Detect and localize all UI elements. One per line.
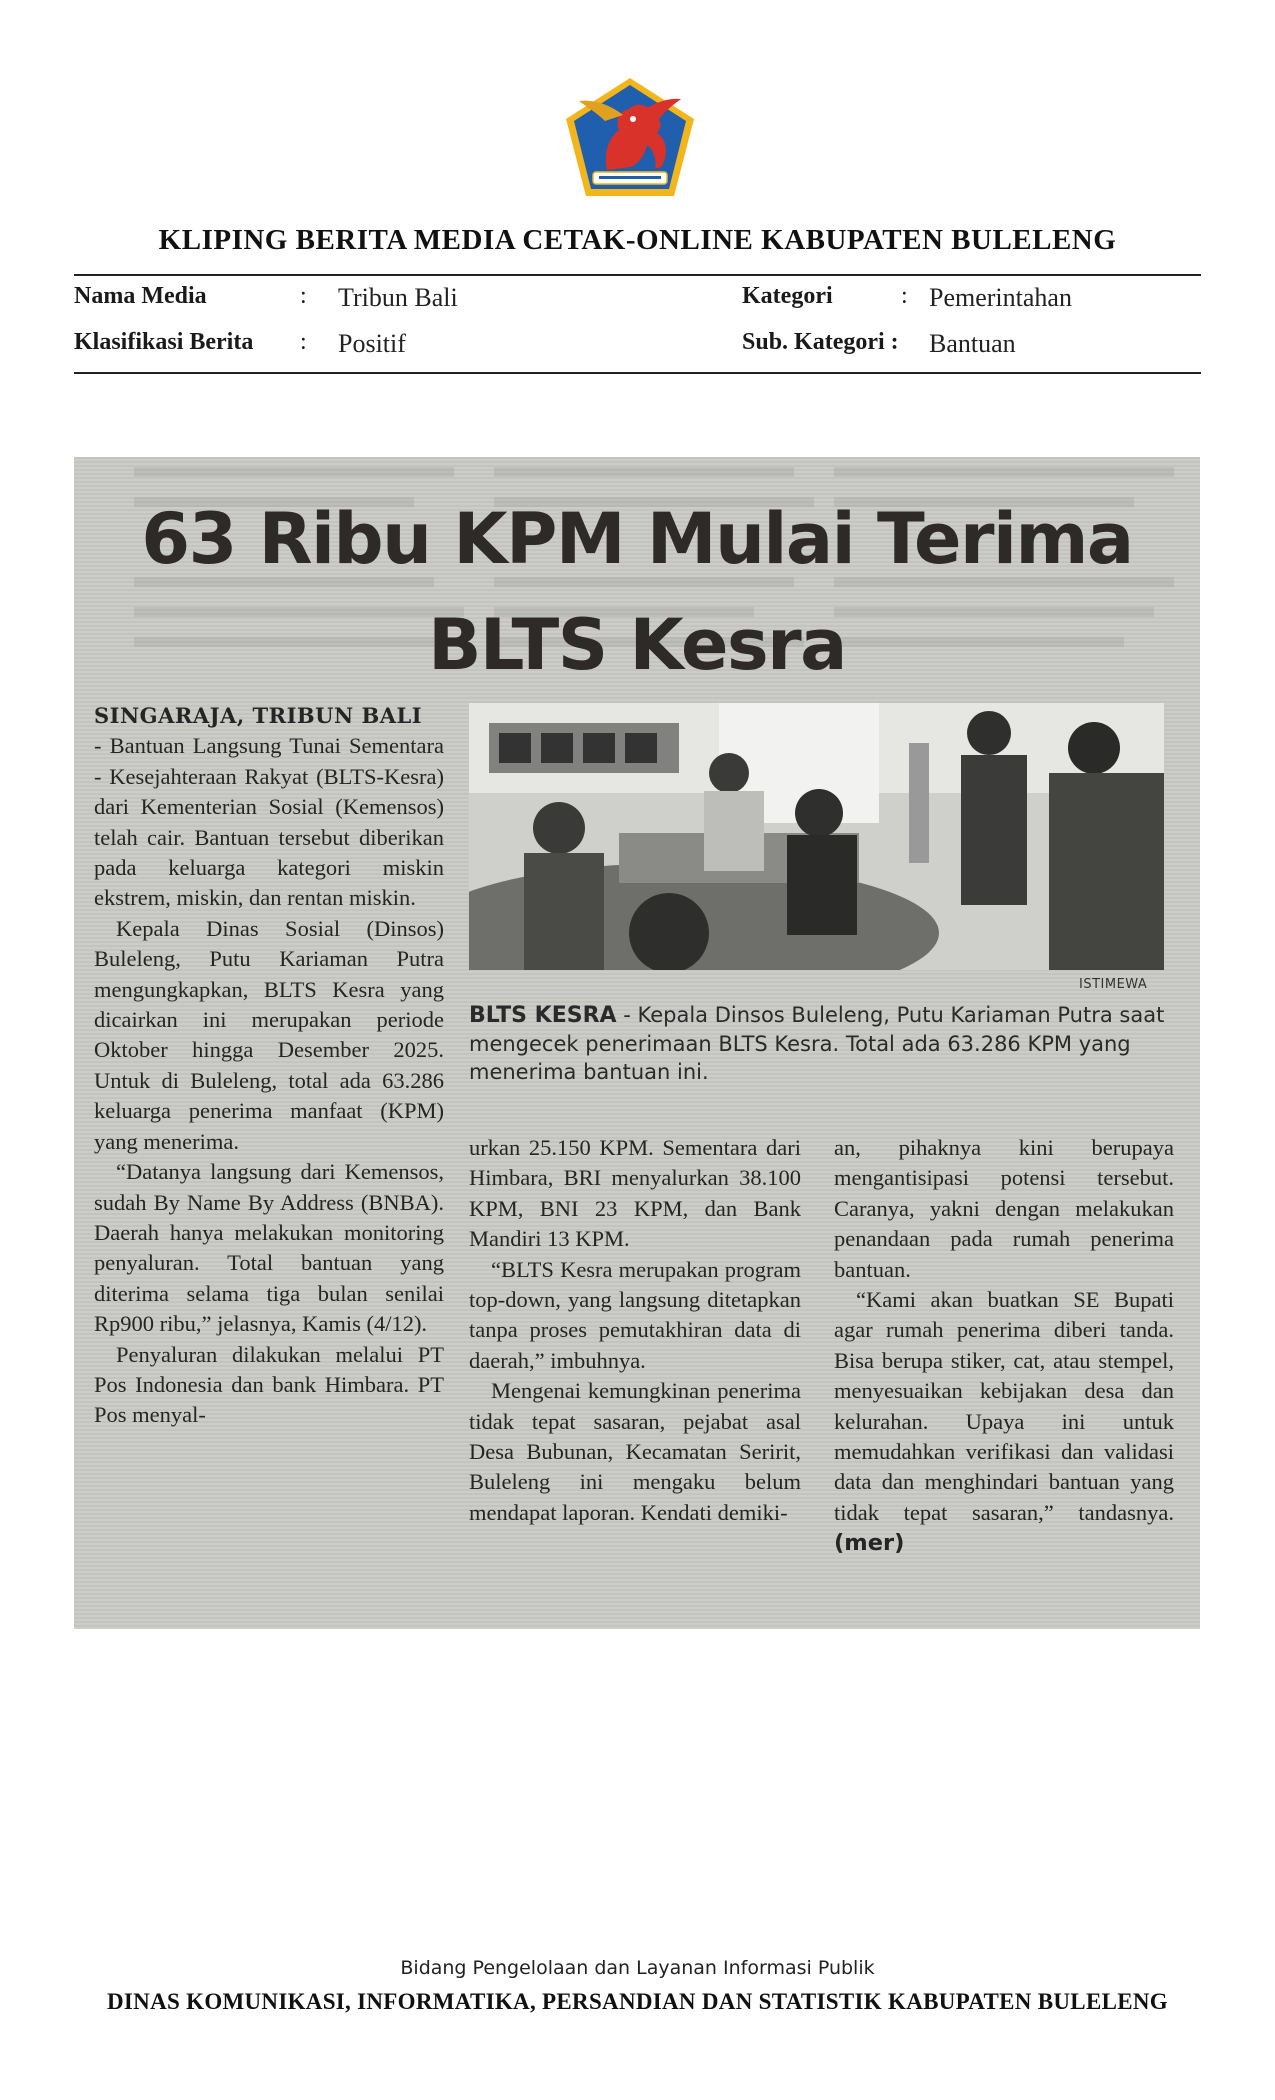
media-colon: : bbox=[300, 283, 307, 309]
headline-line-1: 63 Ribu KPM Mulai Terima bbox=[141, 498, 1133, 580]
subkategori-label: Sub. Kategori : bbox=[742, 329, 899, 355]
meta-row-klasifikasi bbox=[74, 329, 1201, 365]
subkategori-value: Bantuan bbox=[929, 329, 1016, 358]
col3-paragraph-1: an, pihaknya kini berupaya mengantisipasi potensi tersebut. Caranya, yakni dengan melakukan penandaan pada rumah penerima bantuan. bbox=[834, 1135, 1174, 1282]
news-photo bbox=[469, 703, 1164, 970]
footer-unit: Bidang Pengelolaan dan Layanan Informasi Publik bbox=[400, 1957, 875, 1979]
klasifikasi-colon: : bbox=[300, 329, 307, 355]
headline-line-2: BLTS Kesra bbox=[428, 604, 846, 686]
col2-paragraph-3: Mengenai kemungkinan penerima tidak tepat sasaran, pejabat asal Desa Bubunan, Kecamatan Seririt, Buleleng ini mengaku belum mendapat laporan. Kendati demiki- bbox=[469, 1378, 801, 1525]
meta-row-media bbox=[74, 283, 1201, 319]
author-byline: (mer) bbox=[834, 1530, 905, 1557]
photo-credit: ISTIMEWA bbox=[1079, 977, 1148, 992]
report-title: KLIPING BERITA MEDIA CETAK-ONLINE KABUPATEN BULELENG bbox=[158, 224, 1117, 256]
article-column-1 bbox=[94, 701, 444, 1431]
caption-heading: BLTS KESRA bbox=[469, 1003, 617, 1028]
col1-paragraph-4: Penyaluran dilakukan melalui PT Pos Indonesia dan bank Himbara. PT Pos menyal- bbox=[94, 1341, 444, 1428]
kabupaten-buleleng-logo bbox=[563, 75, 697, 199]
klasifikasi-label: Klasifikasi Berita bbox=[74, 329, 254, 355]
media-label: Nama Media bbox=[74, 283, 207, 309]
col1-paragraph-2: Kepala Dinas Sosial (Dinsos) Buleleng, Putu Kariaman Putra mengungkapkan, BLTS Kesra yang dicairkan ini merupakan periode Oktober hingga Desember 2025. Untuk di Buleleng, total ada 63.286 keluarga penerima manfaat (KPM) yang menerima. bbox=[94, 915, 444, 1154]
footer-agency: DINAS KOMUNIKASI, INFORMATIKA, PERSANDIAN DAN STATISTIK KABUPATEN BULELENG bbox=[107, 1989, 1168, 2014]
header-divider bbox=[74, 274, 1201, 276]
photo-caption bbox=[469, 1001, 1169, 1086]
col1-paragraph-1: - Bantuan Langsung Tunai Sementara - Kesejahteraan Rakyat (BLTS-Kesra) dari Kementerian Sosial (Kemensos) telah cair. Bantuan tersebut diberikan pada keluarga kategori miskin ekstrem, miskin, dan rentan miskin. bbox=[94, 733, 444, 911]
article-dateline: SINGARAJA, TRIBUN BALI bbox=[94, 703, 423, 728]
col1-paragraph-3: “Datanya langsung dari Kemensos, sudah By Name By Address (BNBA). Daerah hanya melakukan monitoring penyaluran. Total bantuan yang diterima selama tiga bulan senilai Rp900 ribu,” jelasnya, Kamis (4/12). bbox=[94, 1159, 444, 1337]
kategori-colon: : bbox=[901, 283, 908, 309]
col2-paragraph-1: urkan 25.150 KPM. Sementara dari Himbara, BRI menyalurkan 38.100 KPM, BNI 23 KPM, dan Bank Mandiri 13 KPM. bbox=[469, 1135, 801, 1252]
col2-paragraph-2: “BLTS Kesra merupakan program top-down, yang langsung ditetapkan tanpa proses pemutakhiran data di daerah,” imbuhnya. bbox=[469, 1256, 801, 1373]
col3-paragraph-2-text: “Kami akan buatkan SE Bupati agar rumah penerima diberi tanda. Bisa berupa stiker, cat, atau stempel, menyesuaikan kebijakan desa dan kelurahan. Upaya ini untuk memudahkan verifikasi dan validasi data dan menghindari bantuan yang tidak tepat sasaran,” tandasnya. bbox=[834, 1287, 1174, 1525]
article-column-3 bbox=[834, 1133, 1174, 1559]
col3-paragraph-2 bbox=[834, 1285, 1174, 1559]
caption-text: - Kepala Dinsos Buleleng, Putu Kariaman Putra saat mengecek penerimaan BLTS Kesra. Total ada 63.286 KPM yang menerima bantuan ini. bbox=[469, 1003, 1165, 1084]
kategori-label: Kategori bbox=[742, 283, 833, 309]
media-value: Tribun Bali bbox=[338, 283, 458, 312]
kategori-value: Pemerintahan bbox=[929, 283, 1072, 312]
klasifikasi-value: Positif bbox=[338, 329, 406, 358]
newspaper-clipping bbox=[74, 457, 1200, 1629]
meta-divider bbox=[74, 372, 1201, 374]
article-column-2 bbox=[469, 1133, 801, 1528]
